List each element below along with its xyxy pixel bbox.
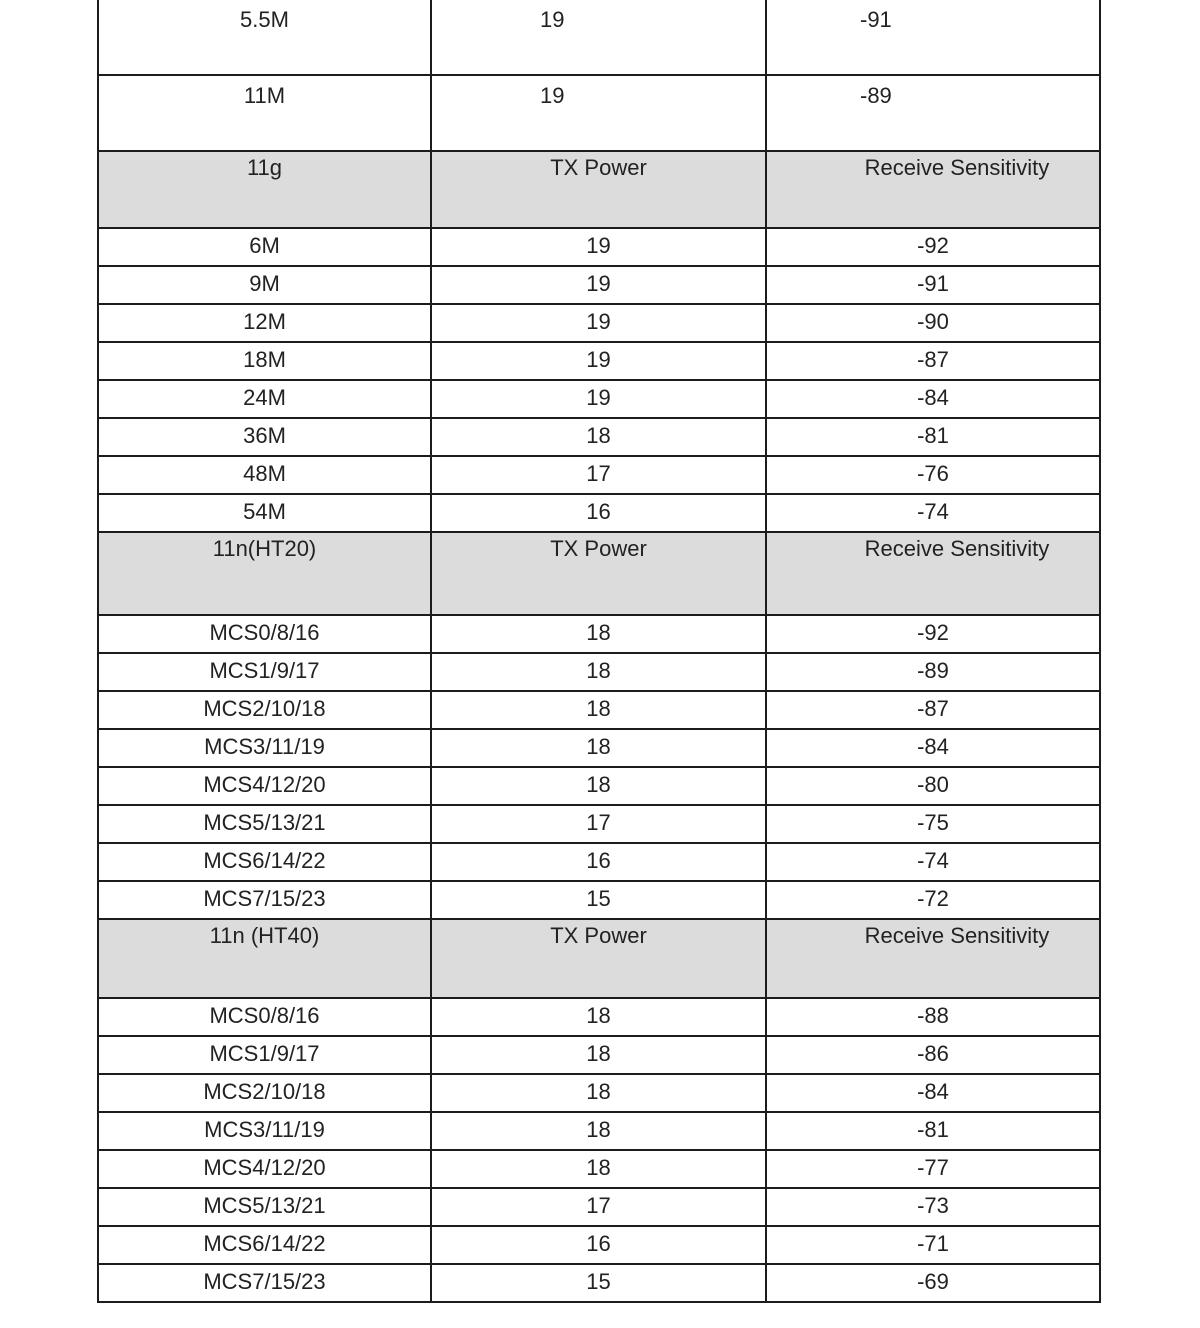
rate-cell: 18M: [98, 342, 431, 380]
table-row: [98, 380, 1100, 418]
tx-power-cell: 18: [431, 691, 766, 729]
mode-header-cell: 11n(HT20): [98, 532, 431, 615]
sensitivity-cell: -89: [766, 653, 1100, 691]
mode-header-cell: 11n (HT40): [98, 919, 431, 998]
tx-power-cell: 19: [431, 228, 766, 266]
rate-cell: 9M: [98, 266, 431, 304]
table-row: [98, 75, 1100, 151]
rate-cell: MCS0/8/16: [98, 998, 431, 1036]
tx-power-cell: 18: [431, 767, 766, 805]
rate-cell: MCS1/9/17: [98, 653, 431, 691]
sensitivity-header-cell: Receive Sensitivity: [766, 532, 1100, 615]
rate-cell: 36M: [98, 418, 431, 456]
tx-power-cell: 18: [431, 729, 766, 767]
section-header-row: [98, 532, 1100, 615]
rate-cell: 5.5M: [98, 0, 431, 75]
sensitivity-cell: -76: [766, 456, 1100, 494]
tx-power-cell: 16: [431, 1226, 766, 1264]
sensitivity-cell: -92: [766, 615, 1100, 653]
sensitivity-cell: -74: [766, 843, 1100, 881]
tx-power-cell: 15: [431, 881, 766, 919]
table-row: [98, 881, 1100, 919]
tx-power-cell: 18: [431, 998, 766, 1036]
sensitivity-header-cell: Receive Sensitivity: [766, 151, 1100, 228]
tx-power-header-cell: TX Power: [431, 532, 766, 615]
tx-power-cell: 19: [431, 266, 766, 304]
sensitivity-cell: -81: [766, 1112, 1100, 1150]
tx-power-cell: 19: [431, 75, 766, 151]
rate-cell: MCS2/10/18: [98, 1074, 431, 1112]
rate-cell: 54M: [98, 494, 431, 532]
tx-power-cell: 18: [431, 1036, 766, 1074]
tx-power-cell: 18: [431, 1150, 766, 1188]
rate-cell: 6M: [98, 228, 431, 266]
tx-power-cell: 19: [431, 342, 766, 380]
table-row: [98, 998, 1100, 1036]
rate-cell: MCS5/13/21: [98, 805, 431, 843]
tx-power-cell: 15: [431, 1264, 766, 1302]
tx-power-header-cell: TX Power: [431, 151, 766, 228]
sensitivity-cell: -77: [766, 1150, 1100, 1188]
section-header-row: [98, 151, 1100, 228]
table-row: [98, 418, 1100, 456]
sensitivity-cell: -71: [766, 1226, 1100, 1264]
sensitivity-cell: -69: [766, 1264, 1100, 1302]
rate-cell: MCS7/15/23: [98, 881, 431, 919]
rate-cell: MCS4/12/20: [98, 767, 431, 805]
tx-power-cell: 19: [431, 304, 766, 342]
rate-cell: MCS0/8/16: [98, 615, 431, 653]
rate-cell: MCS6/14/22: [98, 843, 431, 881]
sensitivity-cell: -91: [766, 0, 1100, 75]
sensitivity-cell: -72: [766, 881, 1100, 919]
tx-power-cell: 18: [431, 1074, 766, 1112]
sensitivity-cell: -86: [766, 1036, 1100, 1074]
rate-cell: MCS3/11/19: [98, 729, 431, 767]
rate-cell: MCS2/10/18: [98, 691, 431, 729]
rate-cell: 24M: [98, 380, 431, 418]
table-row: [98, 456, 1100, 494]
table-row: [98, 805, 1100, 843]
table-row: [98, 729, 1100, 767]
tx-power-cell: 18: [431, 1112, 766, 1150]
table-row: [98, 494, 1100, 532]
tx-power-cell: 19: [431, 0, 766, 75]
table-row: [98, 266, 1100, 304]
table-row: [98, 843, 1100, 881]
table-body: [98, 0, 1100, 1302]
section-header-row: [98, 919, 1100, 998]
mode-header-cell: 11g: [98, 151, 431, 228]
tx-power-cell: 16: [431, 494, 766, 532]
table-row: [98, 1150, 1100, 1188]
wifi-spec-table: [97, 0, 1101, 1303]
tx-power-header-cell: TX Power: [431, 919, 766, 998]
table-row: [98, 1188, 1100, 1226]
tx-power-cell: 17: [431, 456, 766, 494]
sensitivity-cell: -73: [766, 1188, 1100, 1226]
sensitivity-cell: -75: [766, 805, 1100, 843]
table-row: [98, 1226, 1100, 1264]
sensitivity-cell: -90: [766, 304, 1100, 342]
table-row: [98, 0, 1100, 75]
sensitivity-cell: -80: [766, 767, 1100, 805]
sensitivity-cell: -84: [766, 1074, 1100, 1112]
tx-power-cell: 17: [431, 1188, 766, 1226]
rate-cell: 12M: [98, 304, 431, 342]
rate-cell: 48M: [98, 456, 431, 494]
table-row: [98, 691, 1100, 729]
sensitivity-cell: -81: [766, 418, 1100, 456]
table-row: [98, 342, 1100, 380]
table-row: [98, 615, 1100, 653]
tx-power-cell: 19: [431, 380, 766, 418]
rate-cell: MCS5/13/21: [98, 1188, 431, 1226]
tx-power-cell: 18: [431, 418, 766, 456]
sensitivity-cell: -92: [766, 228, 1100, 266]
tx-power-cell: 18: [431, 615, 766, 653]
rate-cell: MCS3/11/19: [98, 1112, 431, 1150]
sensitivity-cell: -91: [766, 266, 1100, 304]
rate-cell: MCS7/15/23: [98, 1264, 431, 1302]
sensitivity-cell: -89: [766, 75, 1100, 151]
sensitivity-cell: -84: [766, 380, 1100, 418]
tx-power-cell: 17: [431, 805, 766, 843]
table-row: [98, 1074, 1100, 1112]
sensitivity-header-cell: Receive Sensitivity: [766, 919, 1100, 998]
sensitivity-cell: -74: [766, 494, 1100, 532]
table-row: [98, 228, 1100, 266]
table-row: [98, 767, 1100, 805]
sensitivity-cell: -87: [766, 691, 1100, 729]
rate-cell: MCS1/9/17: [98, 1036, 431, 1074]
sensitivity-cell: -84: [766, 729, 1100, 767]
table-row: [98, 653, 1100, 691]
table-row: [98, 304, 1100, 342]
sensitivity-cell: -88: [766, 998, 1100, 1036]
tx-power-cell: 18: [431, 653, 766, 691]
rate-cell: MCS4/12/20: [98, 1150, 431, 1188]
table-row: [98, 1264, 1100, 1302]
table-row: [98, 1036, 1100, 1074]
rate-cell: 11M: [98, 75, 431, 151]
tx-power-cell: 16: [431, 843, 766, 881]
rate-cell: MCS6/14/22: [98, 1226, 431, 1264]
sensitivity-cell: -87: [766, 342, 1100, 380]
table-row: [98, 1112, 1100, 1150]
